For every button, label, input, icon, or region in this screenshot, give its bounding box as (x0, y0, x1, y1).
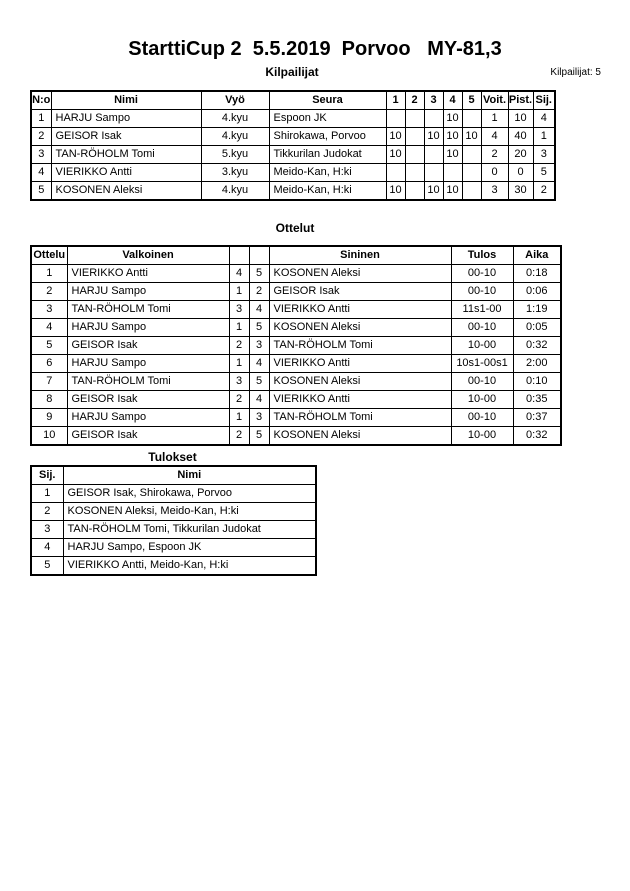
time-cell: 0:05 (513, 319, 561, 337)
result-row (31, 503, 316, 521)
competitors-section-heading: Kilpailijat (265, 65, 319, 79)
match-row (31, 355, 561, 373)
club-cell: Tikkurilan Judokat (269, 146, 386, 164)
time-cell: 0:18 (513, 265, 561, 283)
competitors-table (30, 90, 556, 201)
score-vs-5-cell: 10 (462, 128, 481, 146)
score-vs-3-cell (424, 164, 443, 182)
points-cell: 10 (508, 110, 533, 128)
match-no-cell: 6 (31, 355, 67, 373)
name-cell: GEISOR Isak (51, 128, 201, 146)
score-vs-5-cell (462, 182, 481, 201)
score-vs-5-cell (462, 146, 481, 164)
belt-cell: 3.kyu (201, 164, 269, 182)
wins-cell: 2 (481, 146, 508, 164)
match-row (31, 427, 561, 446)
match-no-cell: 4 (31, 319, 67, 337)
score-vs-1-cell (386, 164, 405, 182)
results-section-heading: Tulokset (148, 450, 197, 464)
white-no-cell: 1 (229, 355, 249, 373)
points-cell: 40 (508, 128, 533, 146)
blue-no-cell: 2 (249, 283, 269, 301)
result-cell: 11s1-00 (451, 301, 513, 319)
white-name-cell: VIERIKKO Antti (67, 265, 229, 283)
name-cell: HARJU Sampo, Espoon JK (63, 539, 316, 557)
rank-cell: 2 (31, 503, 63, 521)
time-cell: 0:32 (513, 337, 561, 355)
blue-no-cell: 4 (249, 301, 269, 319)
rank-cell: 4 (533, 110, 555, 128)
results-table (30, 465, 317, 576)
score-vs-3-cell (424, 146, 443, 164)
white-name-cell: TAN-RÖHOLM Tomi (67, 373, 229, 391)
match-row (31, 409, 561, 427)
match-no-cell: 9 (31, 409, 67, 427)
score-vs-4-cell: 10 (443, 128, 462, 146)
score-vs-1-cell: 10 (386, 128, 405, 146)
matches-section-heading: Ottelut (275, 221, 315, 235)
rank-cell: 4 (31, 539, 63, 557)
score-vs-1-cell: 10 (386, 146, 405, 164)
score-vs-5-cell (462, 164, 481, 182)
score-vs-1-cell: 10 (386, 182, 405, 201)
col-header-points: Pist. (508, 91, 533, 110)
time-cell: 1:19 (513, 301, 561, 319)
result-cell: 10-00 (451, 391, 513, 409)
col-header-name: Nimi (51, 91, 201, 110)
blue-name-cell: KOSONEN Aleksi (269, 265, 451, 283)
white-name-cell: HARJU Sampo (67, 355, 229, 373)
white-no-cell: 3 (229, 373, 249, 391)
white-no-cell: 1 (229, 283, 249, 301)
col-header-opp1: 1 (386, 91, 405, 110)
col-header-opp4: 4 (443, 91, 462, 110)
rank-cell: 3 (31, 521, 63, 539)
competitor-row (31, 110, 555, 128)
white-name-cell: GEISOR Isak (67, 391, 229, 409)
points-cell: 0 (508, 164, 533, 182)
blue-name-cell: KOSONEN Aleksi (269, 427, 451, 446)
results-header-row (31, 466, 316, 485)
points-cell: 20 (508, 146, 533, 164)
col-header-white-no (229, 246, 249, 265)
white-no-cell: 3 (229, 301, 249, 319)
white-name-cell: GEISOR Isak (67, 337, 229, 355)
name-cell: HARJU Sampo (51, 110, 201, 128)
competitor-row (31, 164, 555, 182)
white-no-cell: 2 (229, 337, 249, 355)
score-vs-2-cell (405, 164, 424, 182)
wins-cell: 3 (481, 182, 508, 201)
matches-header-row (31, 246, 561, 265)
points-cell: 30 (508, 182, 533, 201)
rank-cell: 1 (533, 128, 555, 146)
belt-cell: 4.kyu (201, 110, 269, 128)
result-row (31, 539, 316, 557)
belt-cell: 4.kyu (201, 128, 269, 146)
col-header-result: Tulos (451, 246, 513, 265)
match-row (31, 283, 561, 301)
match-row (31, 337, 561, 355)
match-no-cell: 2 (31, 283, 67, 301)
col-header-opp5: 5 (462, 91, 481, 110)
name-cell: TAN-RÖHOLM Tomi (51, 146, 201, 164)
white-no-cell: 1 (229, 319, 249, 337)
blue-no-cell: 5 (249, 373, 269, 391)
club-cell: Meido-Kan, H:ki (269, 182, 386, 201)
name-cell: KOSONEN Aleksi, Meido-Kan, H:ki (63, 503, 316, 521)
blue-name-cell: VIERIKKO Antti (269, 391, 451, 409)
col-header-name: Nimi (63, 466, 316, 485)
wins-cell: 1 (481, 110, 508, 128)
blue-name-cell: TAN-RÖHOLM Tomi (269, 337, 451, 355)
result-cell: 00-10 (451, 373, 513, 391)
col-header-blue: Sininen (269, 246, 451, 265)
belt-cell: 4.kyu (201, 182, 269, 201)
score-vs-2-cell (405, 146, 424, 164)
rank-cell: 5 (533, 164, 555, 182)
blue-name-cell: TAN-RÖHOLM Tomi (269, 409, 451, 427)
match-row (31, 265, 561, 283)
wins-cell: 4 (481, 128, 508, 146)
competitors-header-row (31, 91, 555, 110)
score-vs-5-cell (462, 110, 481, 128)
col-header-time: Aika (513, 246, 561, 265)
belt-cell: 5.kyu (201, 146, 269, 164)
col-header-white: Valkoinen (67, 246, 229, 265)
blue-no-cell: 4 (249, 355, 269, 373)
match-row (31, 319, 561, 337)
no-cell: 4 (31, 164, 51, 182)
match-no-cell: 10 (31, 427, 67, 446)
competitor-row (31, 128, 555, 146)
result-cell: 10-00 (451, 427, 513, 446)
result-row (31, 557, 316, 576)
col-header-match: Ottelu (31, 246, 67, 265)
match-no-cell: 5 (31, 337, 67, 355)
match-no-cell: 8 (31, 391, 67, 409)
match-row (31, 391, 561, 409)
time-cell: 0:10 (513, 373, 561, 391)
match-row (31, 301, 561, 319)
no-cell: 2 (31, 128, 51, 146)
white-name-cell: HARJU Sampo (67, 319, 229, 337)
score-vs-1-cell (386, 110, 405, 128)
blue-no-cell: 5 (249, 427, 269, 446)
blue-no-cell: 4 (249, 391, 269, 409)
score-vs-2-cell (405, 110, 424, 128)
rank-cell: 5 (31, 557, 63, 576)
name-cell: VIERIKKO Antti (51, 164, 201, 182)
col-header-no: N:o (31, 91, 51, 110)
blue-no-cell: 5 (249, 319, 269, 337)
name-cell: GEISOR Isak, Shirokawa, Porvoo (63, 485, 316, 503)
competitor-row (31, 182, 555, 201)
blue-no-cell: 3 (249, 409, 269, 427)
col-header-belt: Vyö (201, 91, 269, 110)
result-cell: 00-10 (451, 283, 513, 301)
col-header-opp3: 3 (424, 91, 443, 110)
match-no-cell: 1 (31, 265, 67, 283)
score-vs-4-cell: 10 (443, 182, 462, 201)
name-cell: TAN-RÖHOLM Tomi, Tikkurilan Judokat (63, 521, 316, 539)
blue-name-cell: VIERIKKO Antti (269, 301, 451, 319)
result-row (31, 521, 316, 539)
result-cell: 00-10 (451, 319, 513, 337)
white-name-cell: HARJU Sampo (67, 283, 229, 301)
club-cell: Shirokawa, Porvoo (269, 128, 386, 146)
match-no-cell: 3 (31, 301, 67, 319)
name-cell: KOSONEN Aleksi (51, 182, 201, 201)
rank-cell: 1 (31, 485, 63, 503)
blue-no-cell: 3 (249, 337, 269, 355)
no-cell: 5 (31, 182, 51, 201)
white-no-cell: 2 (229, 427, 249, 446)
match-no-cell: 7 (31, 373, 67, 391)
no-cell: 1 (31, 110, 51, 128)
result-cell: 00-10 (451, 409, 513, 427)
score-vs-2-cell (405, 128, 424, 146)
rank-cell: 2 (533, 182, 555, 201)
time-cell: 0:06 (513, 283, 561, 301)
col-header-club: Seura (269, 91, 386, 110)
matches-table (30, 245, 562, 446)
col-header-rank: Sij. (31, 466, 63, 485)
name-cell: VIERIKKO Antti, Meido-Kan, H:ki (63, 557, 316, 576)
score-vs-3-cell: 10 (424, 182, 443, 201)
score-vs-4-cell: 10 (443, 110, 462, 128)
time-cell: 0:32 (513, 427, 561, 446)
result-cell: 00-10 (451, 265, 513, 283)
blue-name-cell: VIERIKKO Antti (269, 355, 451, 373)
white-no-cell: 4 (229, 265, 249, 283)
score-vs-4-cell (443, 164, 462, 182)
result-row (31, 485, 316, 503)
no-cell: 3 (31, 146, 51, 164)
col-header-rank: Sij. (533, 91, 555, 110)
result-cell: 10s1-00s1 (451, 355, 513, 373)
page-title: StarttiCup 2 5.5.2019 Porvoo MY-81,3 (128, 38, 502, 60)
white-name-cell: TAN-RÖHOLM Tomi (67, 301, 229, 319)
time-cell: 2:00 (513, 355, 561, 373)
wins-cell: 0 (481, 164, 508, 182)
white-no-cell: 1 (229, 409, 249, 427)
score-vs-2-cell (405, 182, 424, 201)
club-cell: Espoon JK (269, 110, 386, 128)
match-row (31, 373, 561, 391)
white-name-cell: HARJU Sampo (67, 409, 229, 427)
col-header-wins: Voit. (481, 91, 508, 110)
time-cell: 0:37 (513, 409, 561, 427)
white-name-cell: GEISOR Isak (67, 427, 229, 446)
rank-cell: 3 (533, 146, 555, 164)
club-cell: Meido-Kan, H:ki (269, 164, 386, 182)
score-vs-3-cell (424, 110, 443, 128)
blue-no-cell: 5 (249, 265, 269, 283)
time-cell: 0:35 (513, 391, 561, 409)
white-no-cell: 2 (229, 391, 249, 409)
result-cell: 10-00 (451, 337, 513, 355)
competitors-count-label: Kilpailijat: 5 (550, 67, 601, 78)
blue-name-cell: GEISOR Isak (269, 283, 451, 301)
score-vs-4-cell: 10 (443, 146, 462, 164)
score-vs-3-cell: 10 (424, 128, 443, 146)
blue-name-cell: KOSONEN Aleksi (269, 319, 451, 337)
blue-name-cell: KOSONEN Aleksi (269, 373, 451, 391)
col-header-blue-no (249, 246, 269, 265)
competitor-row (31, 146, 555, 164)
col-header-opp2: 2 (405, 91, 424, 110)
